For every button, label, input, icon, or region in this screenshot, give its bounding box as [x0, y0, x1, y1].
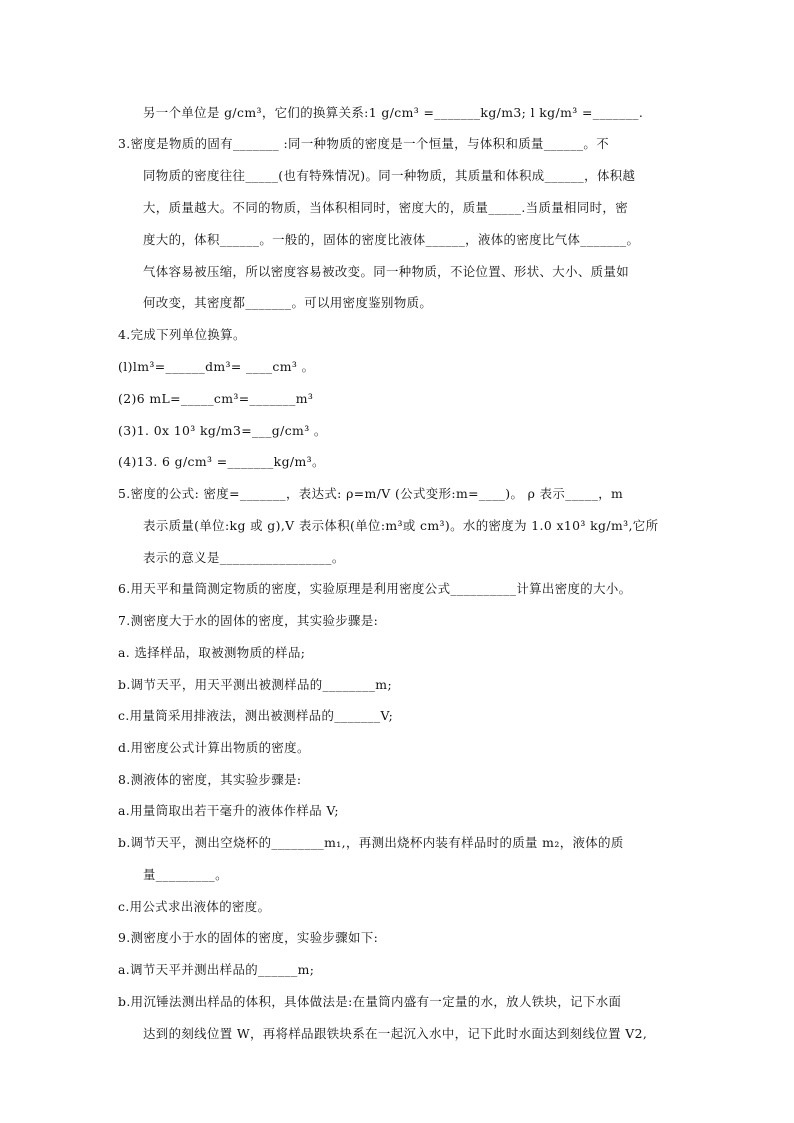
question-4-item-3: (3)1. 0x 10³ kg/m3=___g/cm³ 。 — [118, 423, 327, 438]
question-7-step-a: a. 选择样品，取被测物质的样品; — [118, 645, 306, 660]
question-3-line-2: 同物质的密度往往_____(也有特殊情况)。同一种物质，其质量和体积成______，体积越 — [143, 168, 636, 183]
question-7-step-d: d.用密度公式计算出物质的密度。 — [118, 740, 310, 755]
question-5-line-1: 5.密度的公式: 密度=_______，表达式: ρ=m/V (公式变形:m=____)。 ρ 表示_____，m — [118, 486, 624, 501]
question-9-heading: 9.测密度小于水的固体的密度，实验步骤如下: — [118, 930, 379, 945]
question-4-item-1: (l)lm³=______dm³= ____cm³ 。 — [118, 359, 315, 374]
question-8-step-b: b.调节天平，测出空烧杯的________m₁,，再测出烧杯内装有样品时的质量 m₂，液体的质 — [118, 835, 624, 850]
question-9-step-b: b.用沉锤法测出样品的体积，具体做法是:在量筒内盛有一定量的水，放人铁块，记下水面 — [118, 994, 622, 1009]
question-9-step-b-continued: 达到的刻线位置 W，再将样品跟铁块系在一起沉入水中，记下此时水面达到刻线位置 V2, — [143, 1026, 648, 1041]
question-5-line-2: 表示质量(单位:kg 或 g),V 表示体积(单位:m³或 cm³)。水的密度为 1.0 x10³ kg/m³,它所 — [143, 518, 659, 533]
question-9-step-a: a.调节天平并测出样品的______m; — [118, 962, 315, 977]
question-4-item-4: (4)13. 6 g/cm³ =_______kg/m³。 — [118, 454, 325, 469]
text-line-unit-conversion: 另一个单位是 g/cm³，它们的换算关系:1 g/cm³ =_______kg/m3; l kg/m³ =_______. — [143, 105, 644, 120]
question-7-step-c: c.用量筒采用排液法，测出被测样品的_______V; — [118, 708, 394, 723]
question-8-step-b-continued: 量_________。 — [143, 867, 228, 882]
question-4-item-2: (2)6 mL=_____cm³=_______m³ — [118, 391, 314, 406]
question-7-heading: 7.测密度大于水的固体的密度，其实验步骤是: — [118, 613, 379, 628]
question-3-line-3: 大，质量越大。不同的物质，当体积相同时，密度大的，质量_____.当质量相同时，密 — [143, 200, 628, 215]
question-4-heading: 4.完成下列单位换算。 — [118, 327, 246, 342]
question-8-step-a: a.用量筒取出若干毫升的液体作样品 V; — [118, 803, 339, 818]
question-8-heading: 8.测液体的密度，其实验步骤是: — [118, 772, 302, 787]
question-3-line-5: 气体容易被压缩，所以密度容易被改变。同一种物质，不论位置、形状、大小、质量如 — [143, 264, 630, 279]
question-5-line-3: 表示的意义是_________________。 — [143, 550, 345, 565]
question-3-line-4: 度大的，体积______。一般的，固体的密度比液体______，液体的密度比气体_______。 — [143, 232, 640, 247]
question-8-step-c: c.用公式求出液体的密度。 — [118, 899, 271, 914]
question-6-line: 6.用天平和量筒测定物质的密度，实验原理是利用密度公式__________计算出密度的大小。 — [118, 581, 632, 596]
question-7-step-b: b.调节天平，用天平测出被测样品的________m; — [118, 677, 393, 692]
question-3-line-6: 何改变，其密度都_______。可以用密度鉴别物质。 — [143, 295, 433, 310]
question-3-line-1: 3.密度是物质的固有_______ :同一种物质的密度是一个恒量，与体积和质量______。不 — [118, 136, 609, 151]
